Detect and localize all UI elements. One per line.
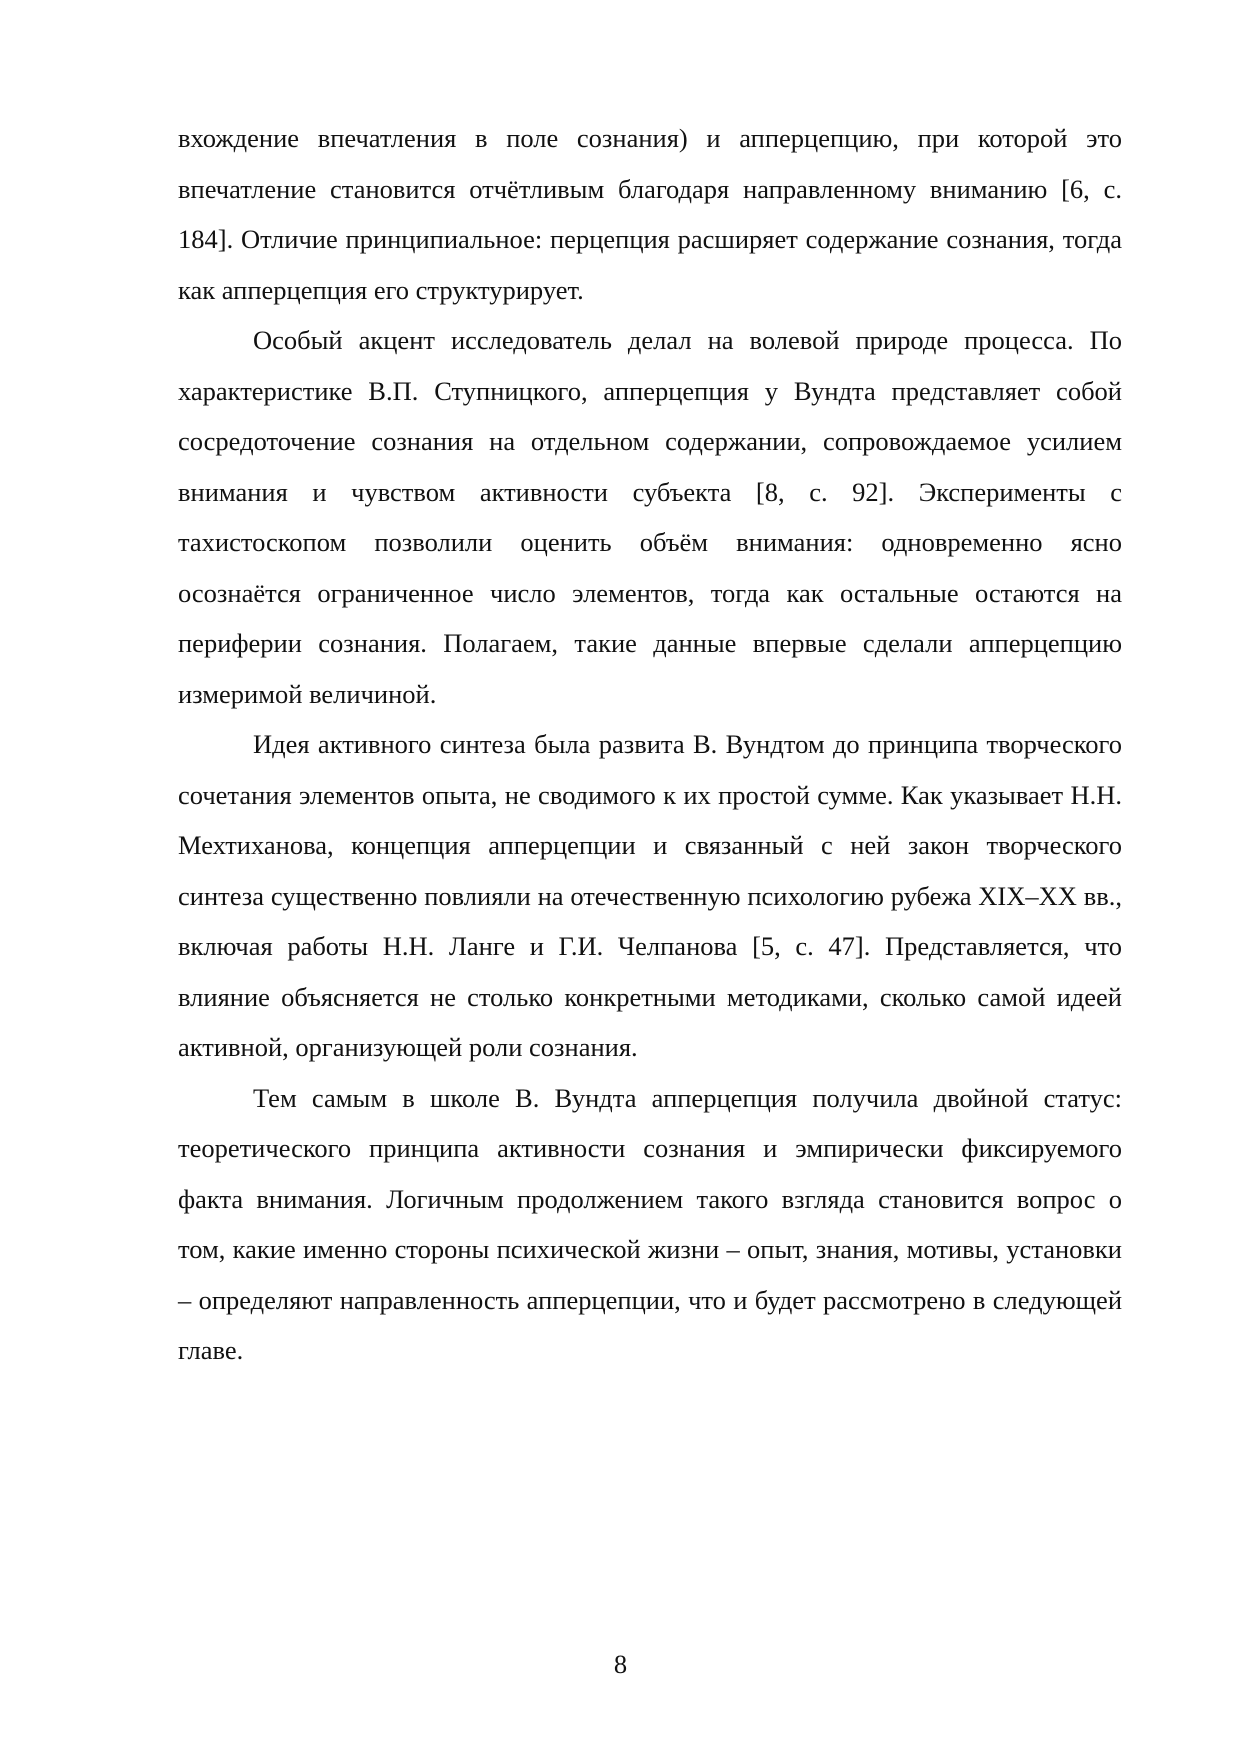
- page-number: 8: [613, 1649, 628, 1679]
- paragraph: Особый акцент исследователь делал на волевой природе процесса. По характеристике В.П. Ступницкого, апперцепция у Вундта представляет собой сосредоточение сознания на отдельном содержании, сопровождаемое усилием внимания и чувством активности субъекта [8, с. 92]. Эксперименты с тахистоскопом позволили оценить объём внимания: одновременно ясно осознаётся ограниченное число элементов, тогда как остальные остаются на периферии сознания. Полагаем, такие данные впервые сделали апперцепцию измеримой величиной.: [178, 325, 1122, 709]
- paragraph: Тем самым в школе В. Вундта апперцепция получила двойной статус: теоретического принципа активности сознания и эмпирически фиксируемого факта внимания. Логичным продолжением такого взгляда становится вопрос о том, какие именно стороны психической жизни – опыт, знания, мотивы, установки – определяют направленность апперцепции, что и будет рассмотрено в следующей главе.: [178, 1082, 1122, 1365]
- body-text: [178, 113, 1122, 1376]
- paragraph-continued: вхождение впечатления в поле сознания) и апперцепцию, при которой это впечатление становится отчётливым благодаря направленному вниманию [6, с. 184]. Отличие принципиальное: перцепция расширяет содержание сознания, тогда как апперцепция его структурирует.: [178, 123, 1122, 305]
- paragraph: Идея активного синтеза была развита В. Вундтом до принципа творческого сочетания элементов опыта, не сводимого к их простой сумме. Как указывает Н.Н. Мехтиханова, концепция апперцепции и связанный с ней закон творческого синтеза существенно повлияли на отечественную психологию рубежа XIX–XX вв., включая работы Н.Н. Ланге и Г.И. Челпанова [5, с. 47]. Представляется, что влияние объясняется не столько конкретными методиками, сколько самой идеей активной, организующей роли сознания.: [178, 729, 1122, 1062]
